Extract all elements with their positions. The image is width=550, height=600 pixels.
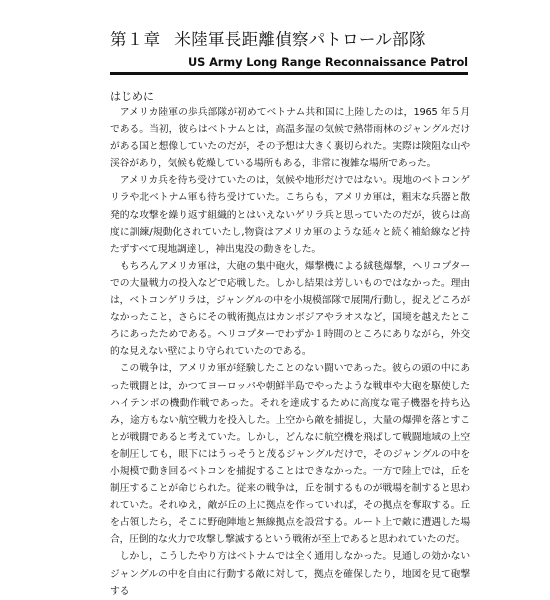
body-text [110,104,470,600]
chapter-number: 第１章 [110,30,161,49]
paragraph: アメリカ陸軍の歩兵部隊が初めてベトナム共和国に上陸したのは，1965 年５月である。当初，彼らはベトナムとは，高温多湿の気候で熱帯雨林のジャングルだけがある国と想像していたのだが，その予想は大きく裏切られた。実際は険阻な山や渓谷があり，気候も乾燥している場所もある，非常に複雑な場所であった。 [110,107,470,170]
paragraph: しかし，こうしたやり方はベトナムでは全く通用しなかった。見通しの効かないジャングルの中を自由に行動する敵に対して，拠点を確保したり，地図を見て砲撃する [110,551,470,597]
title-rule [110,72,468,75]
paragraph: もちろんアメリカ軍は，大砲の集中砲火，爆撃機による絨毯爆撃，ヘリコプターでの大量戦力の投入などで応戦した。しかし結果は芳しいものではなかった。理由は，ベトコンゲリラは，ジャングルの中を小規模部隊で展開/行動し，捉えどころがなかったこと，さらにその戦術拠点はカンボジアやラオスなど，国境を越えたところにあったためである。ヘリコプターでわずか１時間のところにありながら，外交的な見えない壁により守られていたのである。 [110,260,470,358]
paragraph: アメリカ兵を待ち受けていたのは，気候や地形だけではない。現地のベトコンゲリラや北ベトナム軍も待ち受けていた。こちらも，アメリカ軍は，粗末な兵器と散発的な攻撃を繰り返す組織的とはいえないゲリラ兵と思っていたのだが，彼らは高度に訓練/規動化されていたし,物資はアメリカ軍のような延々と続く補給線など持たずすべて現地調達し，神出鬼没の動きをした。 [110,175,470,255]
paragraph: この戦争は，アメリカ軍が経験したことのない闘いであった。彼らの頭の中にあった戦闘とは，かつてヨーロッパや朝鮮半島でやったような戦車や大砲を駆使したハイテンポの機動作戦であった。それを達成するために高度な電子機器を持ち込み，途方もない航空戦力を投入した。上空から敵を捕捉し，大量の爆弾を落とすことが戦闘であると考えていた。しかし，どんなに航空機を飛ばして戦闘地域の上空を制圧しても，眼下にはうっそうと茂るジャングルだけで，そのジャングルの中を小規模で動き回るベトコンを捕捉することはできなかった。一方で陸上では，丘を制圧することが命じられた。従来の戦争は，丘を制するものが戦場を制すると思われていた。それゆえ，敵が丘の上に拠点を作っていれば，その拠点を奪取する。丘を占領したら，そこに野砲陣地と無線拠点を設営する。ルート上で敵に遭遇した場合，圧倒的な火力で攻撃し撃滅するという戦術が至上であると思われていたのだ。 [110,363,470,546]
chapter-name: 米陸軍長距離偵察パトロール部隊 [174,30,426,49]
chapter-title [110,26,426,50]
chapter-subtitle: US Army Long Range Reconnaissance Patrol [187,55,468,69]
section-heading: はじめに [110,90,154,103]
